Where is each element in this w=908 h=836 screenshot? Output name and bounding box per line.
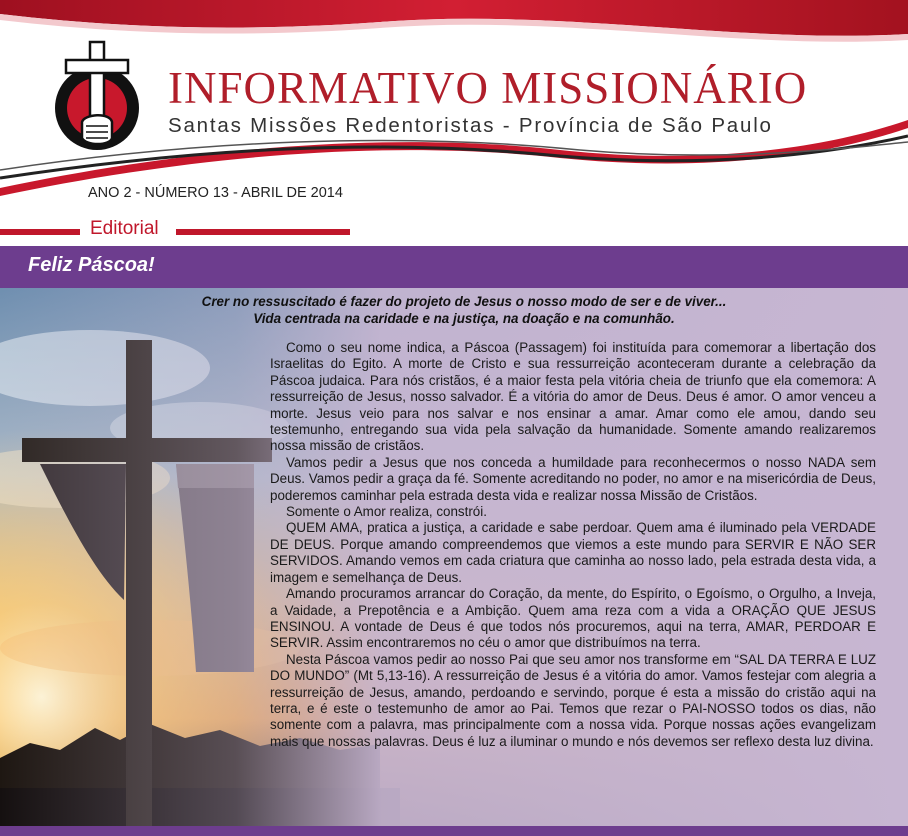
article-title: Feliz Páscoa! <box>28 254 155 276</box>
section-rule-right <box>176 229 350 235</box>
paragraph: Vamos pedir a Jesus que nos conceda a humildade para reconhecermos o nosso NADA sem Deus. Vamos pedir a graça da fé. Somente acreditando no poder, no amor e na misericórdia de Deus, poderemos caminhar pela estrada desta vida e realizar nossa Missão de Cristãos. <box>270 454 876 503</box>
cross-held-by-hand-icon <box>52 38 142 156</box>
quote-line-1: Crer no ressuscitado é fazer do projeto de Jesus o nosso modo de ser e de viver... <box>201 294 727 309</box>
issue-info: ANO 2 - NÚMERO 13 - ABRIL DE 2014 <box>88 185 343 201</box>
section-rule-left <box>0 229 80 235</box>
article-title-band <box>0 246 908 288</box>
section-header <box>0 218 908 242</box>
section-label: Editorial <box>90 218 159 239</box>
paragraph: Amando procuramos arrancar do Coração, da mente, do Espírito, o Egoísmo, o Orgulho, a Inveja, a Vaidade, a Prepotência e a Ambição. Quem ama reza com a vida a ORAÇÃO QUE JESUS ENSINOU. A vontade de Deus é que todos nós procuremos, aqui na terra, AMAR, PERDOAR E SERVIR. Assim encontraremos no céu o amor que distribuímos na terra. <box>270 586 876 651</box>
paragraph: Como o seu nome indica, a Páscoa (Passagem) foi instituída para comemorar a libertação dos Israelitas do Egito. A morte de Cristo e sua ressurreição aconteceram durante a celebração da Páscoa judaica. Para nós cristãos, é a maior festa pela vitória cheia de triunfo que ela comemora: A ressurreição de Jesus, nosso salvador. É a vitória do amor de Deus. Deus é amor. O amor venceu a morte. Jesus veio para nos salvar e nos ensinar a amar. Amar como ele amou, dando seu testemunho, entregando sua vida pela salvação da humanidade. Somente amando realizaremos nossa missão de cristãos. <box>270 340 876 454</box>
masthead-title: INFORMATIVO MISSIONÁRIO <box>168 63 808 113</box>
quote-line-2: Vida centrada na caridade e na justiça, na doação e na comunhão. <box>253 311 675 326</box>
masthead-subtitle: Santas Missões Redentoristas - Província de São Paulo <box>168 114 773 137</box>
article-body <box>0 288 908 826</box>
bottom-band <box>0 826 908 836</box>
article-quote <box>150 293 778 327</box>
masthead <box>0 0 908 200</box>
paragraph: Nesta Páscoa vamos pedir ao nosso Pai que seu amor nos transforme em “SAL DA TERRA E LUZ DO MUNDO” (Mt 5,13-16). A ressurreição de Jesus é a vitória do amor. Vamos festejar com alegria a ressurreição de Jesus, amando, perdoando e servindo, porque é esta a missão do cristão aqui na terra, e é este o testemunho de amor ao Pai. Temos que rezar o PAI-NOSSO todos os dias, não somente com a palavra, mas principalmente com a nossa vida. Porque nossas ações evangelizam mais que nossas palavras. Deus é luz a iluminar o mundo e nós devemos ser reflexo desta luz divina. <box>270 651 876 749</box>
article-text <box>270 340 876 750</box>
paragraph: QUEM AMA, pratica a justiça, a caridade e sabe perdoar. Quem ama é iluminado pela VERDADE DE DEUS. Porque amando compreendemos que viemos a este mundo para SERVIR E NÃO SER SERVIDOS. Amando vemos em cada criatura que caminha ao nosso lado, pela estrada desta vida, a imagem e semelhança de Deus. <box>270 520 876 585</box>
paragraph: Somente o Amor realiza, constrói. <box>286 504 487 520</box>
